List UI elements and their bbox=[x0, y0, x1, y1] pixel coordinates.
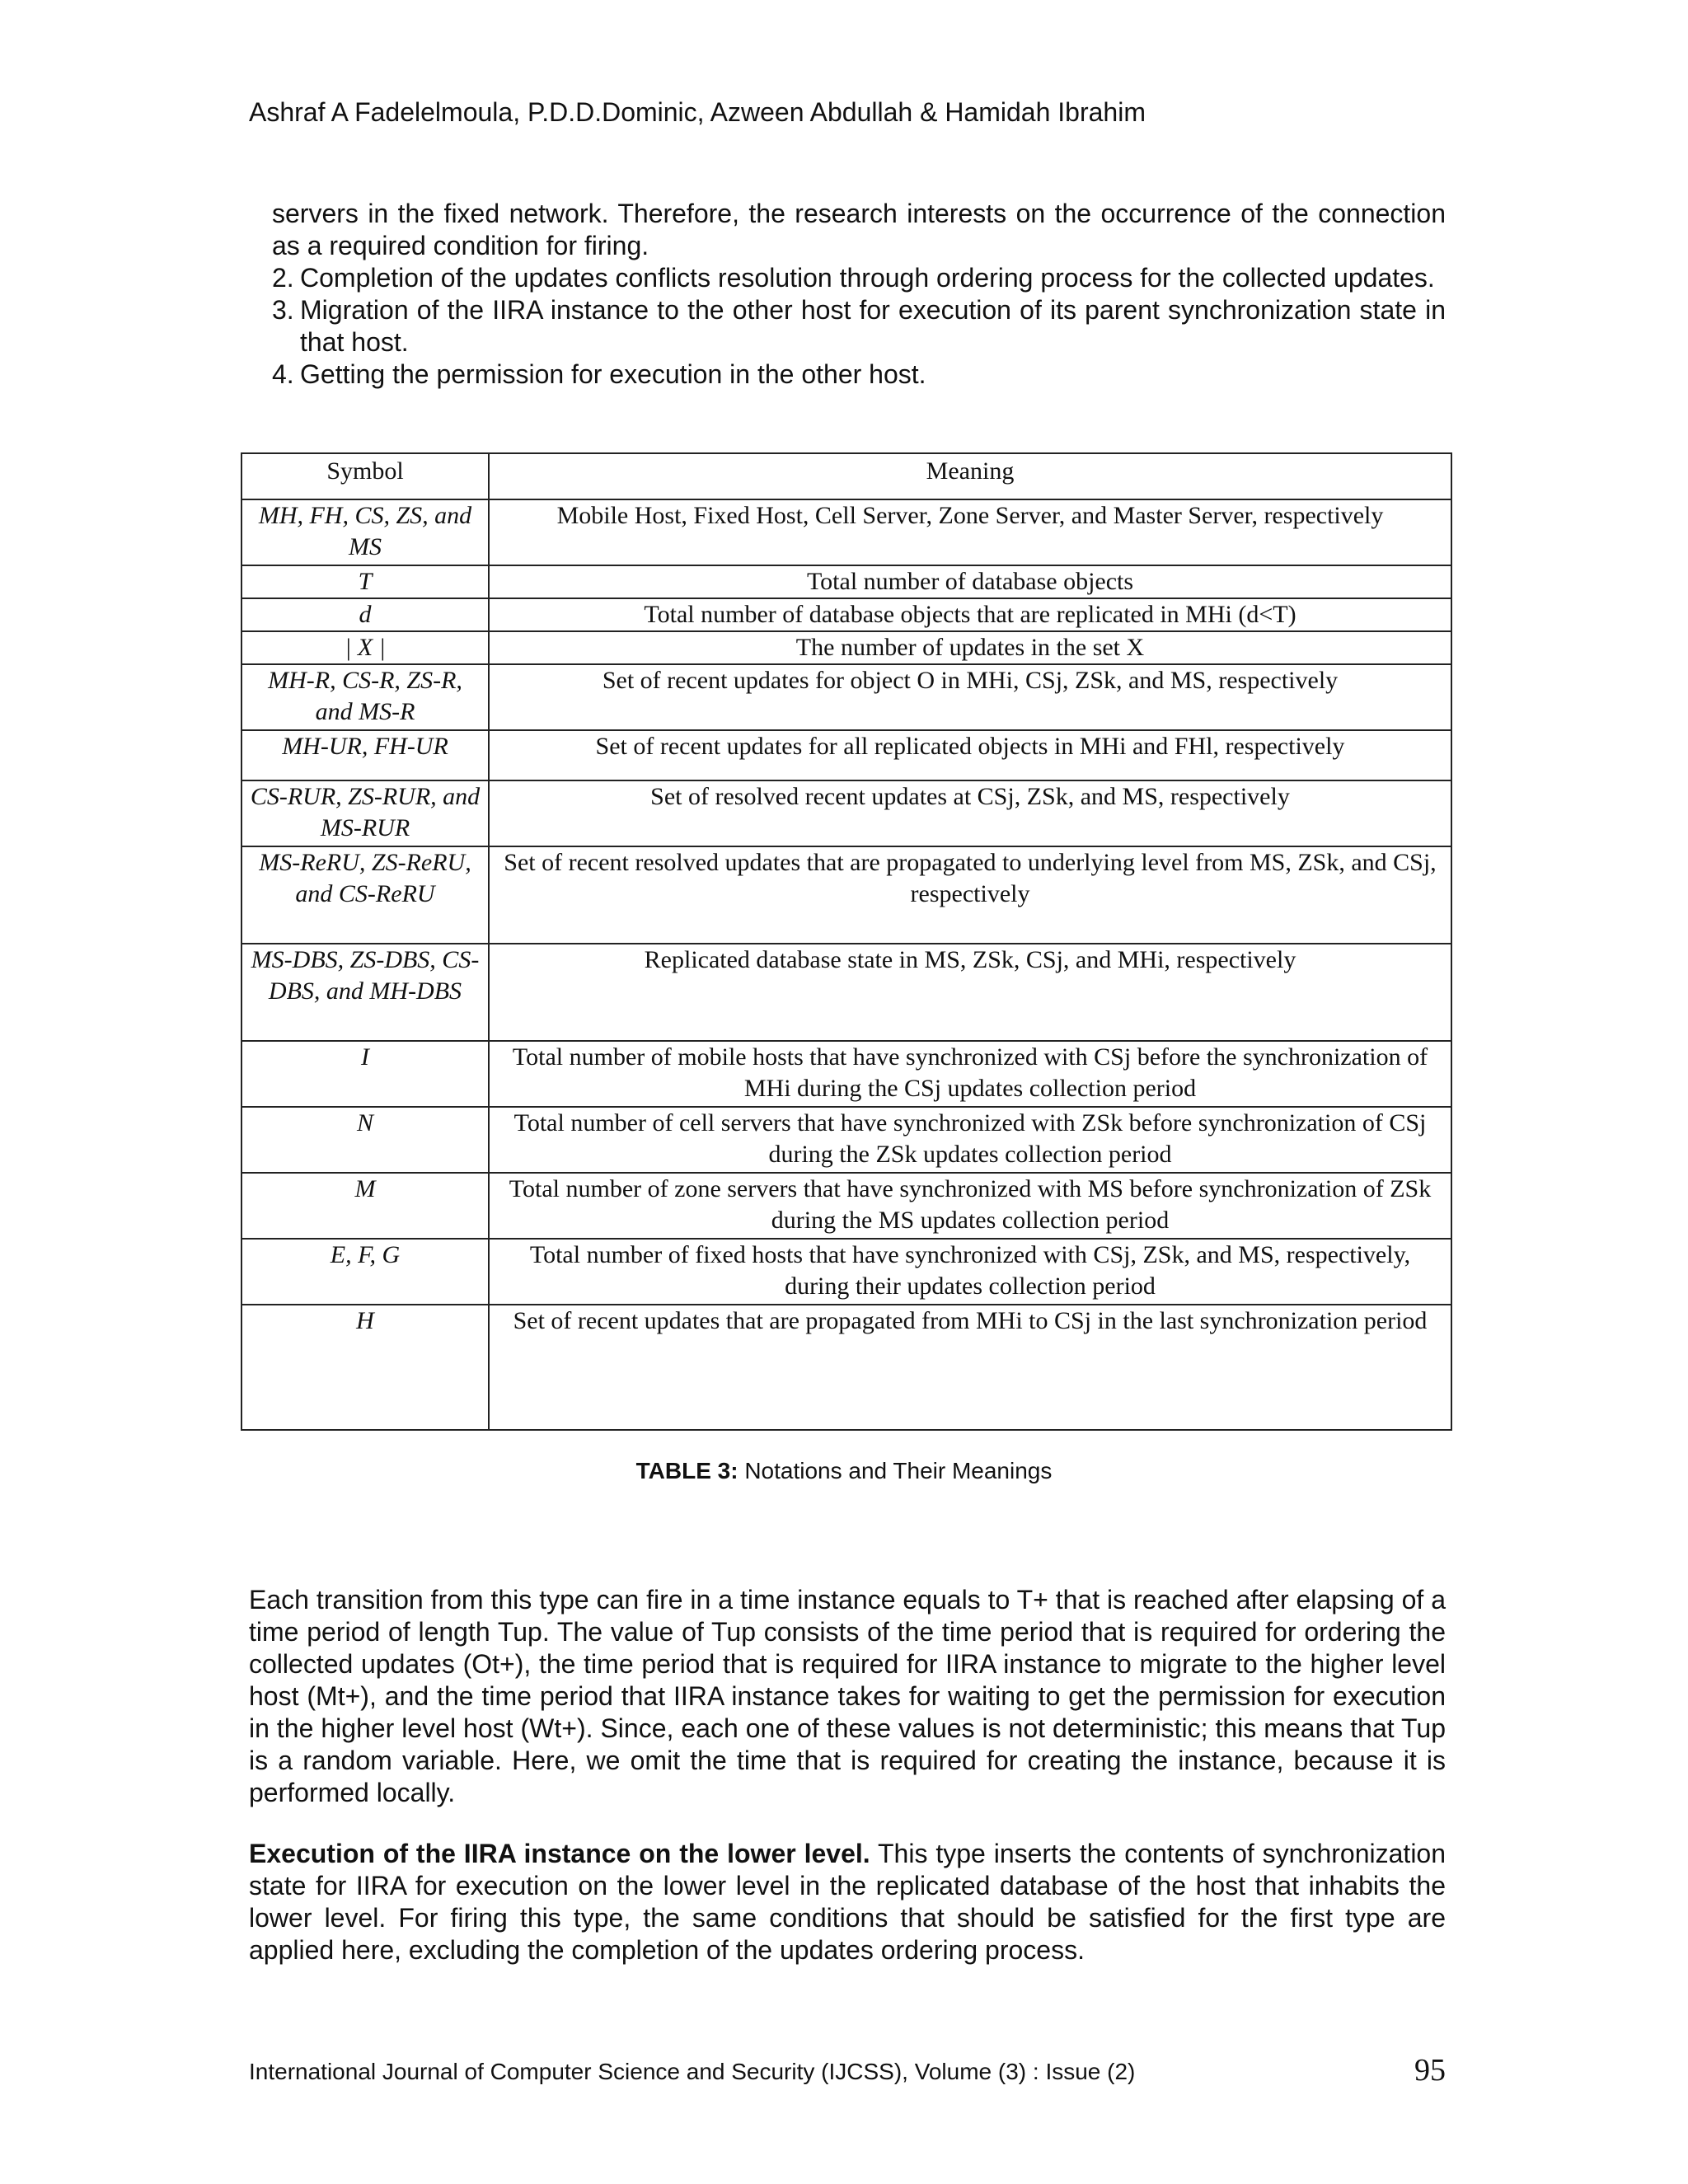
top-text bbox=[272, 198, 1446, 391]
table-header-row bbox=[241, 453, 1451, 499]
table-row bbox=[241, 664, 1451, 730]
meaning-cell: The number of updates in the set X bbox=[489, 631, 1451, 664]
list-item bbox=[272, 294, 1446, 359]
meaning-cell: Total number of cell servers that have synchronized with ZSk before synchronization of CSj during the ZSk updates collection period bbox=[489, 1107, 1451, 1173]
table-row bbox=[241, 565, 1451, 598]
table-row bbox=[241, 1107, 1451, 1173]
meaning-cell: Set of recent resolved updates that are propagated to underlying level from MS, ZSk, and CSj, respectively bbox=[489, 846, 1451, 944]
meaning-cell: Set of recent updates that are propagated from MHi to CSj in the last synchronization period bbox=[489, 1305, 1451, 1430]
meaning-cell: Total number of database objects bbox=[489, 565, 1451, 598]
meaning-cell: Total number of fixed hosts that have synchronized with CSj, ZSk, and MS, respectively, during their updates collection period bbox=[489, 1239, 1451, 1305]
page-number: 95 bbox=[1414, 2053, 1446, 2088]
symbol-cell: N bbox=[241, 1107, 489, 1173]
table-row bbox=[241, 598, 1451, 631]
list-item-number: 2. bbox=[272, 263, 294, 293]
table-row bbox=[241, 1305, 1451, 1430]
list-item-text: Migration of the IIRA instance to the other host for execution of its parent synchronization state in that host. bbox=[300, 295, 1446, 357]
meaning-cell: Mobile Host, Fixed Host, Cell Server, Zone Server, and Master Server, respectively bbox=[489, 499, 1451, 565]
table-row bbox=[241, 1173, 1451, 1239]
symbol-cell: MS-DBS, ZS-DBS, CS-DBS, and MH-DBS bbox=[241, 944, 489, 1041]
symbol-cell: E, F, G bbox=[241, 1239, 489, 1305]
footer-journal: International Journal of Computer Science and Security (IJCSS), Volume (3) : Issue (2) bbox=[249, 2059, 1136, 2084]
list-item bbox=[272, 262, 1446, 294]
table-row bbox=[241, 944, 1451, 1041]
symbol-cell: MS-ReRU, ZS-ReRU, and CS-ReRU bbox=[241, 846, 489, 944]
list-item-number: 3. bbox=[272, 295, 294, 325]
table-row bbox=[241, 780, 1451, 846]
table-caption bbox=[0, 1458, 1688, 1484]
symbol-cell: H bbox=[241, 1305, 489, 1430]
table-row bbox=[241, 499, 1451, 565]
meaning-cell: Total number of mobile hosts that have synchronized with CSj before the synchronization of MHi during the CSj updates collection period bbox=[489, 1041, 1451, 1107]
table-caption-text: Notations and Their Meanings bbox=[744, 1458, 1053, 1483]
continuation-text: servers in the fixed network. Therefore, the research interests on the occurrence of the connection as a required condition for firing. bbox=[272, 199, 1446, 260]
meaning-cell: Set of resolved recent updates at CSj, ZSk, and MS, respectively bbox=[489, 780, 1451, 846]
table-caption-label: TABLE 3: bbox=[635, 1458, 738, 1483]
paragraph-body: This type inserts the contents of synchronization state for IIRA for execution on the lower level in the replicated database of the host that inhabits the lower level. For firing this type, the same conditions that should be satisfied for the first type are applied here, excluding the completion of the updates ordering process. bbox=[249, 1839, 1447, 1965]
header-meaning: Meaning bbox=[489, 453, 1451, 499]
list-item-text: Completion of the updates conflicts resolution through ordering process for the collected updates. bbox=[300, 263, 1435, 293]
table-row bbox=[241, 730, 1451, 780]
paragraph-execution bbox=[249, 1838, 1446, 1966]
symbol-cell: | X | bbox=[241, 631, 489, 664]
list-item bbox=[272, 359, 1446, 391]
meaning-cell: Total number of zone servers that have synchronized with MS before synchronization of ZSk during the MS updates collection period bbox=[489, 1173, 1451, 1239]
notation-table bbox=[241, 452, 1452, 1431]
meaning-cell: Set of recent updates for object O in MHi, CSj, ZSk, and MS, respectively bbox=[489, 664, 1451, 730]
symbol-cell: MH, FH, CS, ZS, and MS bbox=[241, 499, 489, 565]
meaning-cell: Set of recent updates for all replicated objects in MHi and FHl, respectively bbox=[489, 730, 1451, 780]
list-item-text: Getting the permission for execution in the other host. bbox=[300, 359, 926, 389]
table-row bbox=[241, 1239, 1451, 1305]
paragraph-transition: Each transition from this type can fire in a time instance equals to T+ that is reached after elapsing of a time period of length Tup. The value of Tup consists of the time period that is required for ordering the collected updates (Ot+), the time period that is required for IIRA instance to migrate to the higher level host (Mt+), and the time period that IIRA instance takes for waiting to get the permission for execution in the higher level host (Wt+). Since, each one of these values is not deterministic; this means that Tup is a random variable. Here, we omit the time that is required for creating the instance, because it is performed locally. bbox=[249, 1585, 1446, 1807]
list-item-number: 4. bbox=[272, 359, 294, 389]
paragraph-heading: Execution of the IIRA instance on the lower level. bbox=[249, 1839, 870, 1868]
running-header: Ashraf A Fadelelmoula, P.D.D.Dominic, Azween Abdullah & Hamidah Ibrahim bbox=[249, 97, 1146, 127]
table-row bbox=[241, 846, 1451, 944]
symbol-cell: I bbox=[241, 1041, 489, 1107]
header-symbol: Symbol bbox=[241, 453, 489, 499]
table-row bbox=[241, 631, 1451, 664]
symbol-cell: MH-R, CS-R, ZS-R, and MS-R bbox=[241, 664, 489, 730]
symbol-cell: CS-RUR, ZS-RUR, and MS-RUR bbox=[241, 780, 489, 846]
symbol-cell: T bbox=[241, 565, 489, 598]
symbol-cell: MH-UR, FH-UR bbox=[241, 730, 489, 780]
meaning-cell: Replicated database state in MS, ZSk, CSj, and MHi, respectively bbox=[489, 944, 1451, 1041]
meaning-cell: Total number of database objects that are replicated in MHi (d<T) bbox=[489, 598, 1451, 631]
symbol-cell: M bbox=[241, 1173, 489, 1239]
table-row bbox=[241, 1041, 1451, 1107]
symbol-cell: d bbox=[241, 598, 489, 631]
